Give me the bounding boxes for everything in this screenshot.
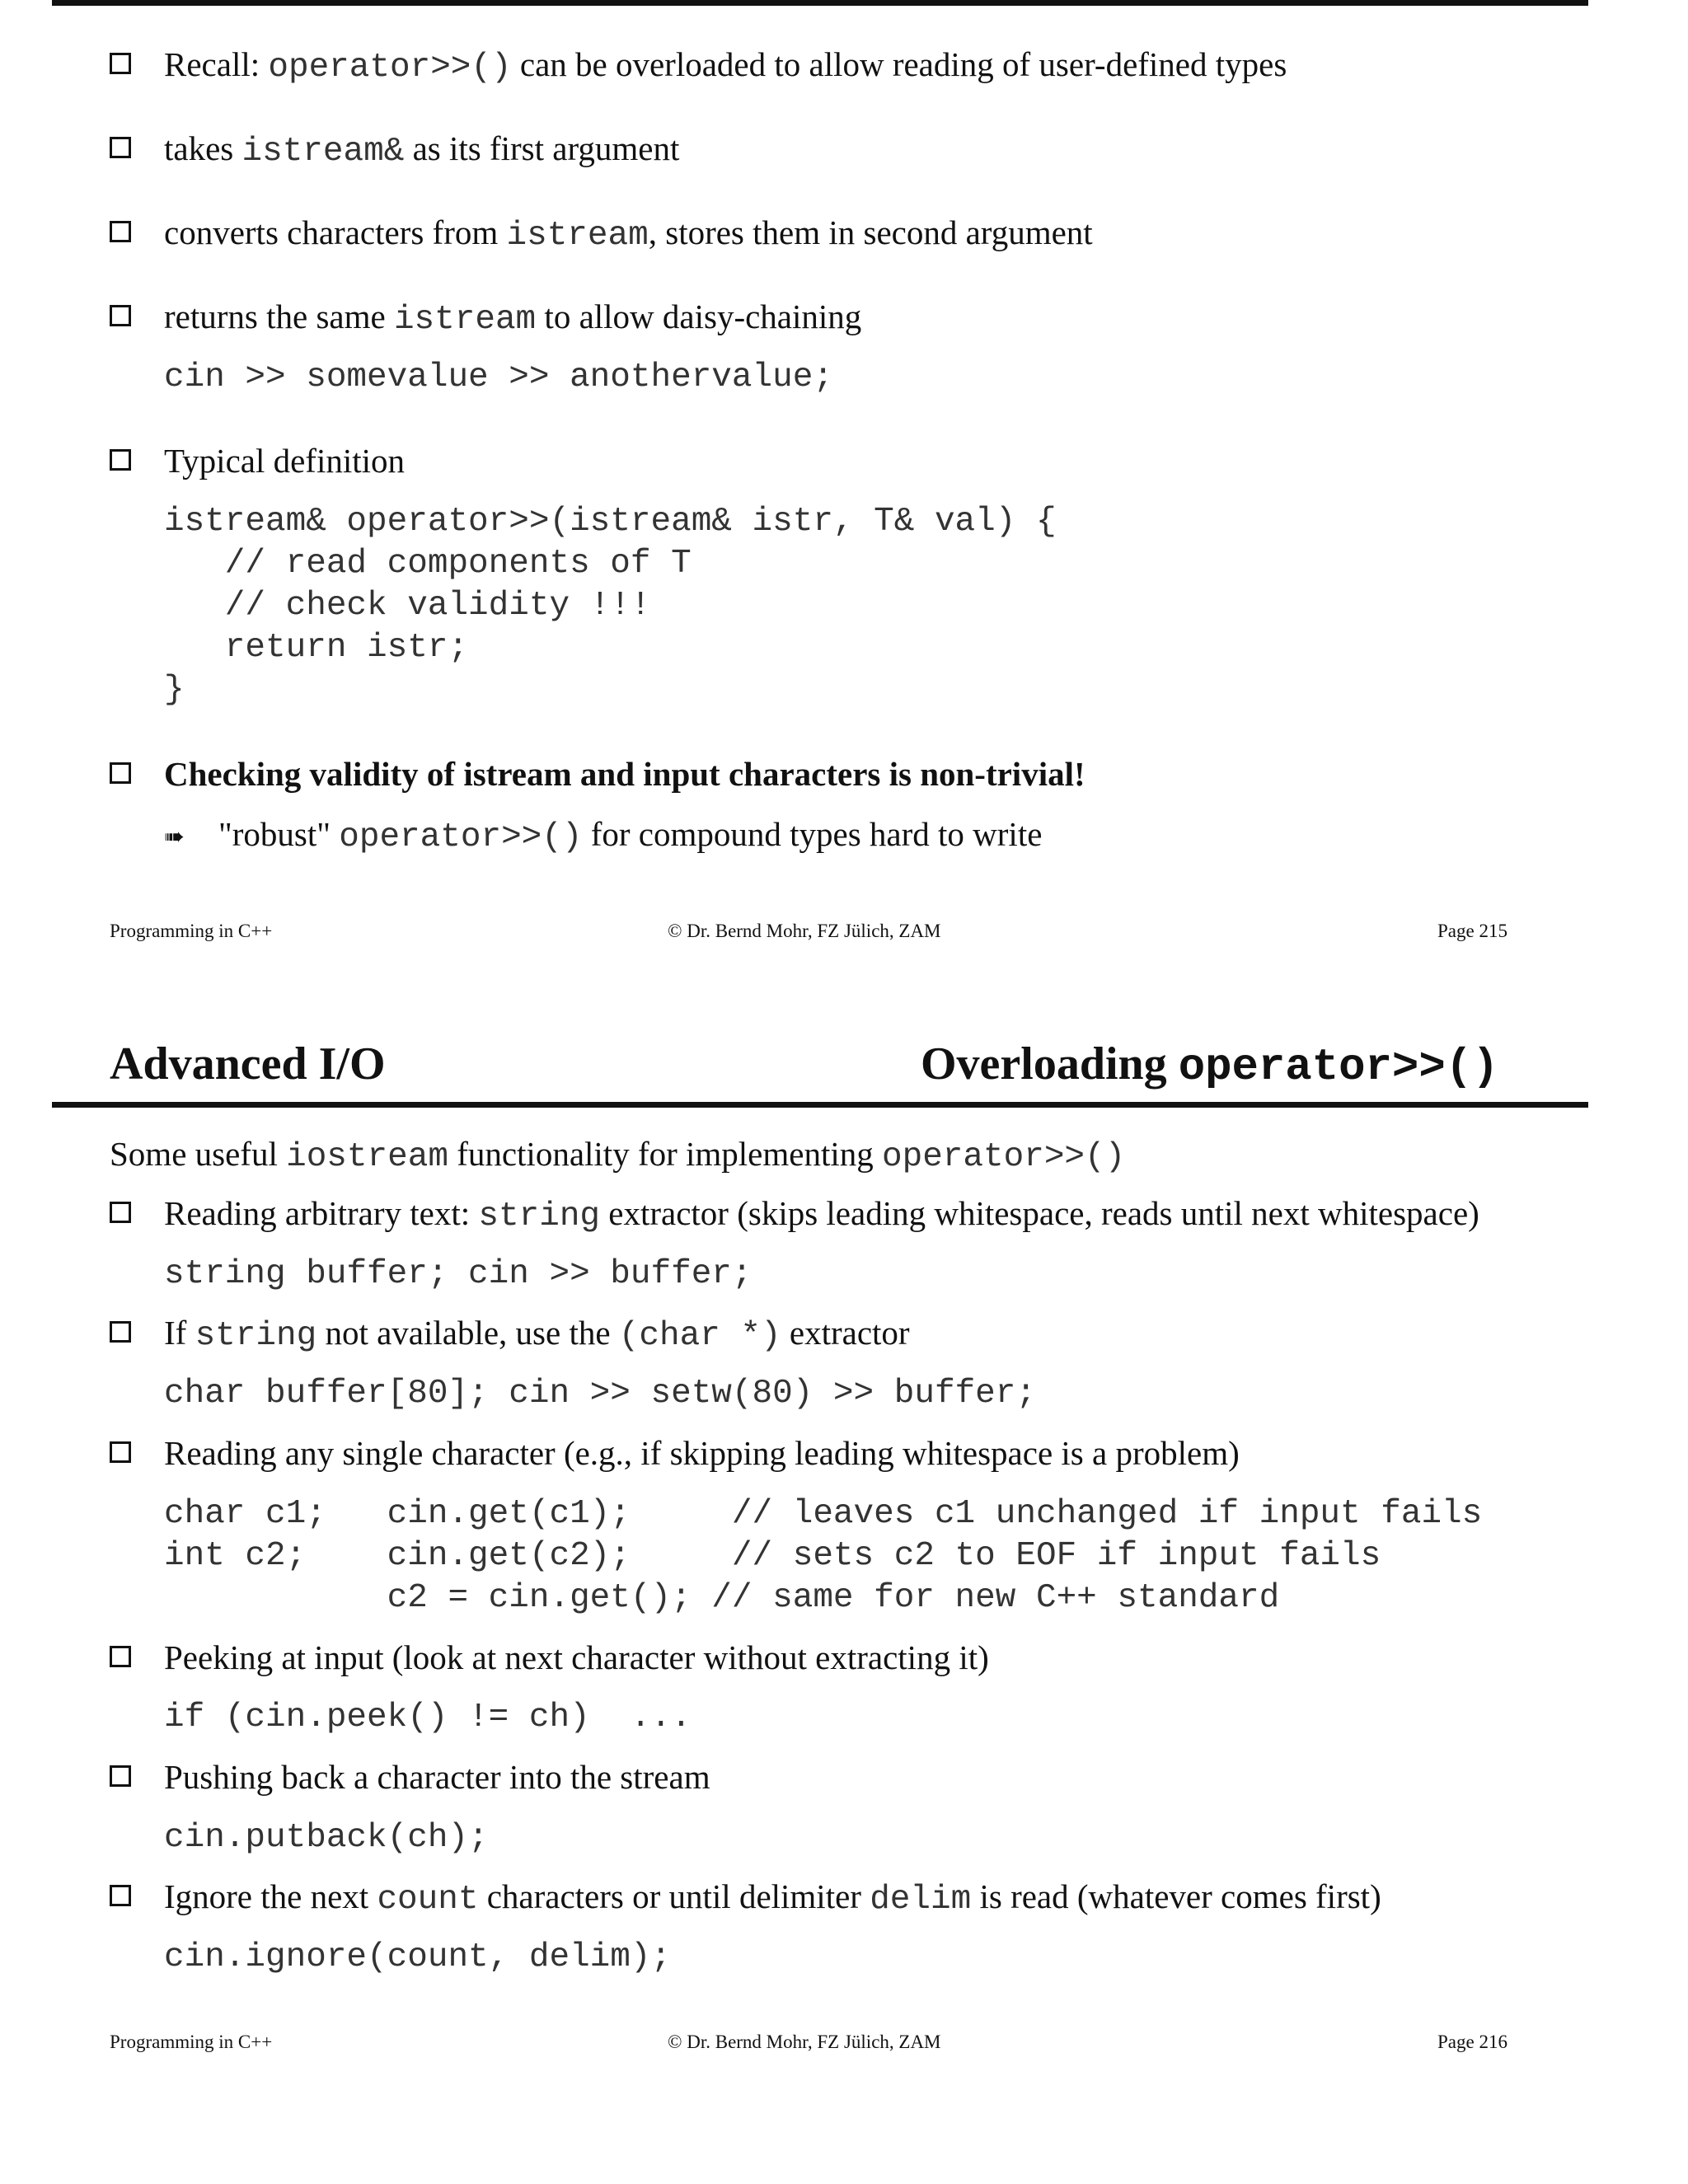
bullet-text: Ignore the next [164,1877,377,1915]
code-example: if (cin.peek() != ch) ... [164,1699,692,1736]
bullet-text: can be overloaded to allow reading of user-defined types [511,45,1287,83]
inline-code: (char *) [618,1317,781,1355]
inline-code: count [377,1881,479,1919]
code-example: string buffer; cin >> buffer; [164,1255,753,1293]
bullet-takes [164,129,679,171]
bullet-text: Typical definition [164,442,406,480]
bullet-text: "robust" [218,815,340,853]
item-arbitrary-text [164,1193,1479,1236]
checkbox-bullet-icon [110,137,131,158]
bullet-text: Peeking at input (look at next character without extracting it) [164,1638,989,1676]
checkbox-bullet-icon [110,1441,131,1463]
footer-page-number: Page 216 [1437,2032,1507,2052]
bullet-text: If [164,1314,195,1352]
typical-definition-code: istream& operator>>(istream& istr, T& val) { // read components of T // check validity !!! return istr; } [164,503,1057,709]
top-rule [52,0,1588,6]
footer-left: Programming in C++ [110,921,273,941]
inline-code: operator>>() [339,818,583,856]
checkbox-bullet-icon [110,221,131,242]
arrow-right-icon: ➠ [164,823,185,851]
bullet-recall [164,45,1287,87]
checkbox-bullet-icon [110,1321,131,1343]
bullet-checking [164,754,1085,794]
bullet-text: Reading arbitrary text: [164,1194,479,1232]
checkbox-bullet-icon [110,53,131,74]
bullet-text: extractor (skips leading whitespace, reads until next whitespace) [600,1194,1479,1232]
item-char-extractor [164,1313,910,1356]
intro-text: Some useful [110,1135,287,1173]
footer-center: © Dr. Bernd Mohr, FZ Jülich, ZAM [668,2032,941,2052]
checkbox-bullet-icon [110,1765,131,1787]
footer-page-number: Page 215 [1437,921,1507,941]
chain-code-example: cin >> somevalue >> anothervalue; [164,359,833,396]
code-example: cin.ignore(count, delim); [164,1938,672,1976]
heading-code: operator>>() [1178,1043,1499,1093]
sub-bullet-robust [164,814,1043,857]
inline-code: delim [870,1881,972,1919]
page-heading-right [921,1038,1499,1093]
code-example: char buffer[80]; cin >> setw(80) >> buffer; [164,1375,1036,1413]
checkbox-bullet-icon [110,1646,131,1667]
bullet-text: returns the same [164,298,394,335]
bullet-text: not available, use the [316,1314,619,1352]
inline-code: string [195,1317,317,1355]
footer-left: Programming in C++ [110,2032,273,2052]
bullet-text: to allow daisy-chaining [536,298,862,335]
inline-code: iostream [286,1138,448,1176]
bullet-text: is read (whatever comes first) [971,1877,1381,1915]
inline-code: operator>>() [882,1138,1126,1176]
bullet-text: Pushing back a character into the stream [164,1758,710,1796]
checkbox-bullet-icon [110,1202,131,1223]
item-putback [164,1757,710,1797]
bullet-text: Reading any single character (e.g., if skipping leading whitespace is a problem) [164,1434,1240,1472]
footer-center: © Dr. Bernd Mohr, FZ Jülich, ZAM [668,921,941,941]
intro-line [110,1134,1125,1177]
bullet-text: Recall: [164,45,269,83]
code-example: char c1; cin.get(c1); // leaves c1 unchanged if input fails int c2; cin.get(c2); // sets c2 to EOF if input fails c2 = cin.get(); // same for new C++ standard [164,1495,1483,1617]
code-example: cin.putback(ch); [164,1819,489,1857]
bullet-text: characters or until delimiter [478,1877,870,1915]
item-peek [164,1638,989,1677]
inline-code: istream [393,301,537,339]
item-single-character [164,1433,1240,1473]
checkbox-bullet-icon [110,305,131,326]
bullet-converts [164,213,1093,255]
bullet-text: takes [164,129,242,167]
page-heading-left: Advanced I/O [110,1038,386,1090]
intro-text: functionality for implementing [448,1135,882,1173]
bullet-text: , stores them in second argument [648,213,1093,251]
heading-text: Overloading [921,1038,1179,1090]
item-ignore [164,1877,1381,1919]
checkbox-bullet-icon [110,1885,131,1906]
bullet-text: as its first argument [404,129,680,167]
checkbox-bullet-icon [110,449,131,471]
bullet-returns [164,297,861,340]
inline-code: istream& [241,133,405,171]
bullet-typical [164,441,405,480]
bullet-text: for compound types hard to write [582,815,1043,853]
bullet-text: converts characters from [164,213,507,251]
inline-code: operator>>() [268,49,512,87]
heading-rule [52,1102,1588,1108]
inline-code: istream [506,217,649,255]
bold-warning: Checking validity of istream and input characters is non-trivial! [164,755,1085,793]
bullet-text: extractor [781,1314,910,1352]
checkbox-bullet-icon [110,762,131,784]
inline-code: string [478,1197,601,1235]
